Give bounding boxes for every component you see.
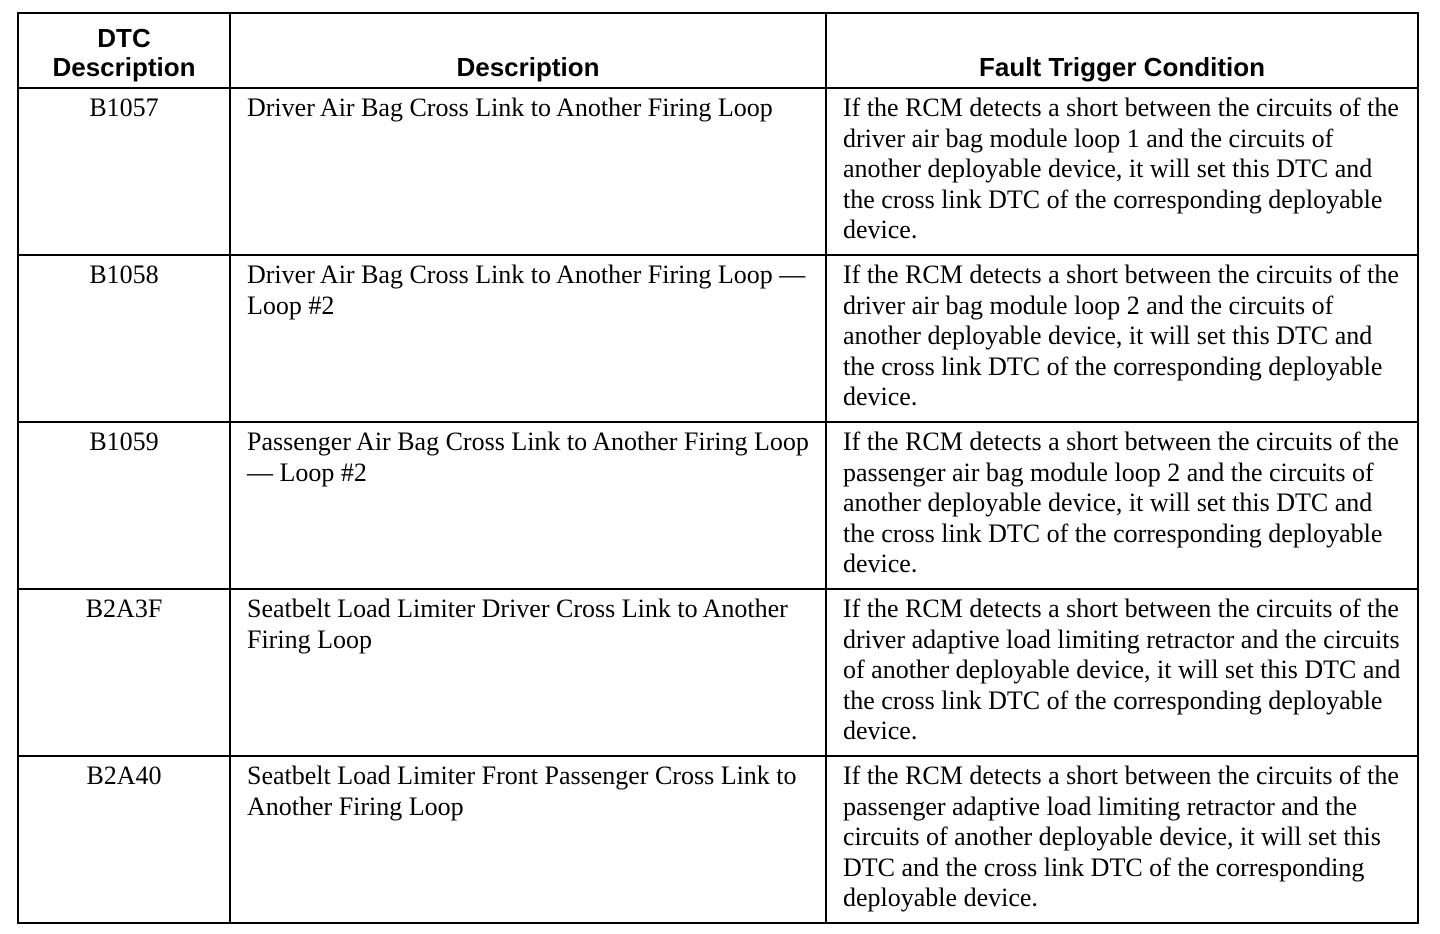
- table-row: [18, 88, 1418, 255]
- condition-cell: If the RCM detects a short between the circuits of the passenger air bag module loop 2 and the circuits of another deployable device, it will set this DTC and the cross link DTC of the corresponding deployable device.: [826, 422, 1418, 589]
- dtc-table: [17, 12, 1419, 924]
- table-row: [18, 589, 1418, 756]
- dtc-code-cell: B1057: [18, 88, 230, 255]
- header-row: [18, 13, 1418, 88]
- table-header: [18, 13, 1418, 88]
- condition-cell: If the RCM detects a short between the circuits of the passenger adaptive load limiting retractor and the circuits of another deployable device, it will set this DTC and the cross link DTC of the corresponding deployable device.: [826, 756, 1418, 923]
- dtc-code-cell: B1058: [18, 255, 230, 422]
- condition-cell: If the RCM detects a short between the circuits of the driver air bag module loop 1 and the circuits of another deployable device, it will set this DTC and the cross link DTC of the corresponding deployable device.: [826, 88, 1418, 255]
- condition-cell: If the RCM detects a short between the circuits of the driver adaptive load limiting retractor and the circuits of another deployable device, it will set this DTC and the cross link DTC of the corresponding deployable device.: [826, 589, 1418, 756]
- header-description: Description: [230, 13, 826, 88]
- table-row: [18, 255, 1418, 422]
- table-row: [18, 756, 1418, 923]
- description-cell: Driver Air Bag Cross Link to Another Firing Loop: [230, 88, 826, 255]
- header-fault-trigger-condition: Fault Trigger Condition: [826, 13, 1418, 88]
- dtc-code-cell: B1059: [18, 422, 230, 589]
- header-dtc-sublabel: Description: [52, 52, 196, 82]
- table-body: [18, 88, 1418, 923]
- description-cell: Driver Air Bag Cross Link to Another Firing Loop — Loop #2: [230, 255, 826, 422]
- table-row: [18, 422, 1418, 589]
- description-cell: Seatbelt Load Limiter Front Passenger Cross Link to Another Firing Loop: [230, 756, 826, 923]
- dtc-code-cell: B2A3F: [18, 589, 230, 756]
- condition-cell: If the RCM detects a short between the circuits of the driver air bag module loop 2 and the circuits of another deployable device, it will set this DTC and the cross link DTC of the corresponding deployable device.: [826, 255, 1418, 422]
- description-cell: Seatbelt Load Limiter Driver Cross Link to Another Firing Loop: [230, 589, 826, 756]
- description-cell: Passenger Air Bag Cross Link to Another Firing Loop — Loop #2: [230, 422, 826, 589]
- header-dtc-label: DTC: [97, 23, 151, 53]
- dtc-code-cell: B2A40: [18, 756, 230, 923]
- header-dtc-description: [18, 13, 230, 88]
